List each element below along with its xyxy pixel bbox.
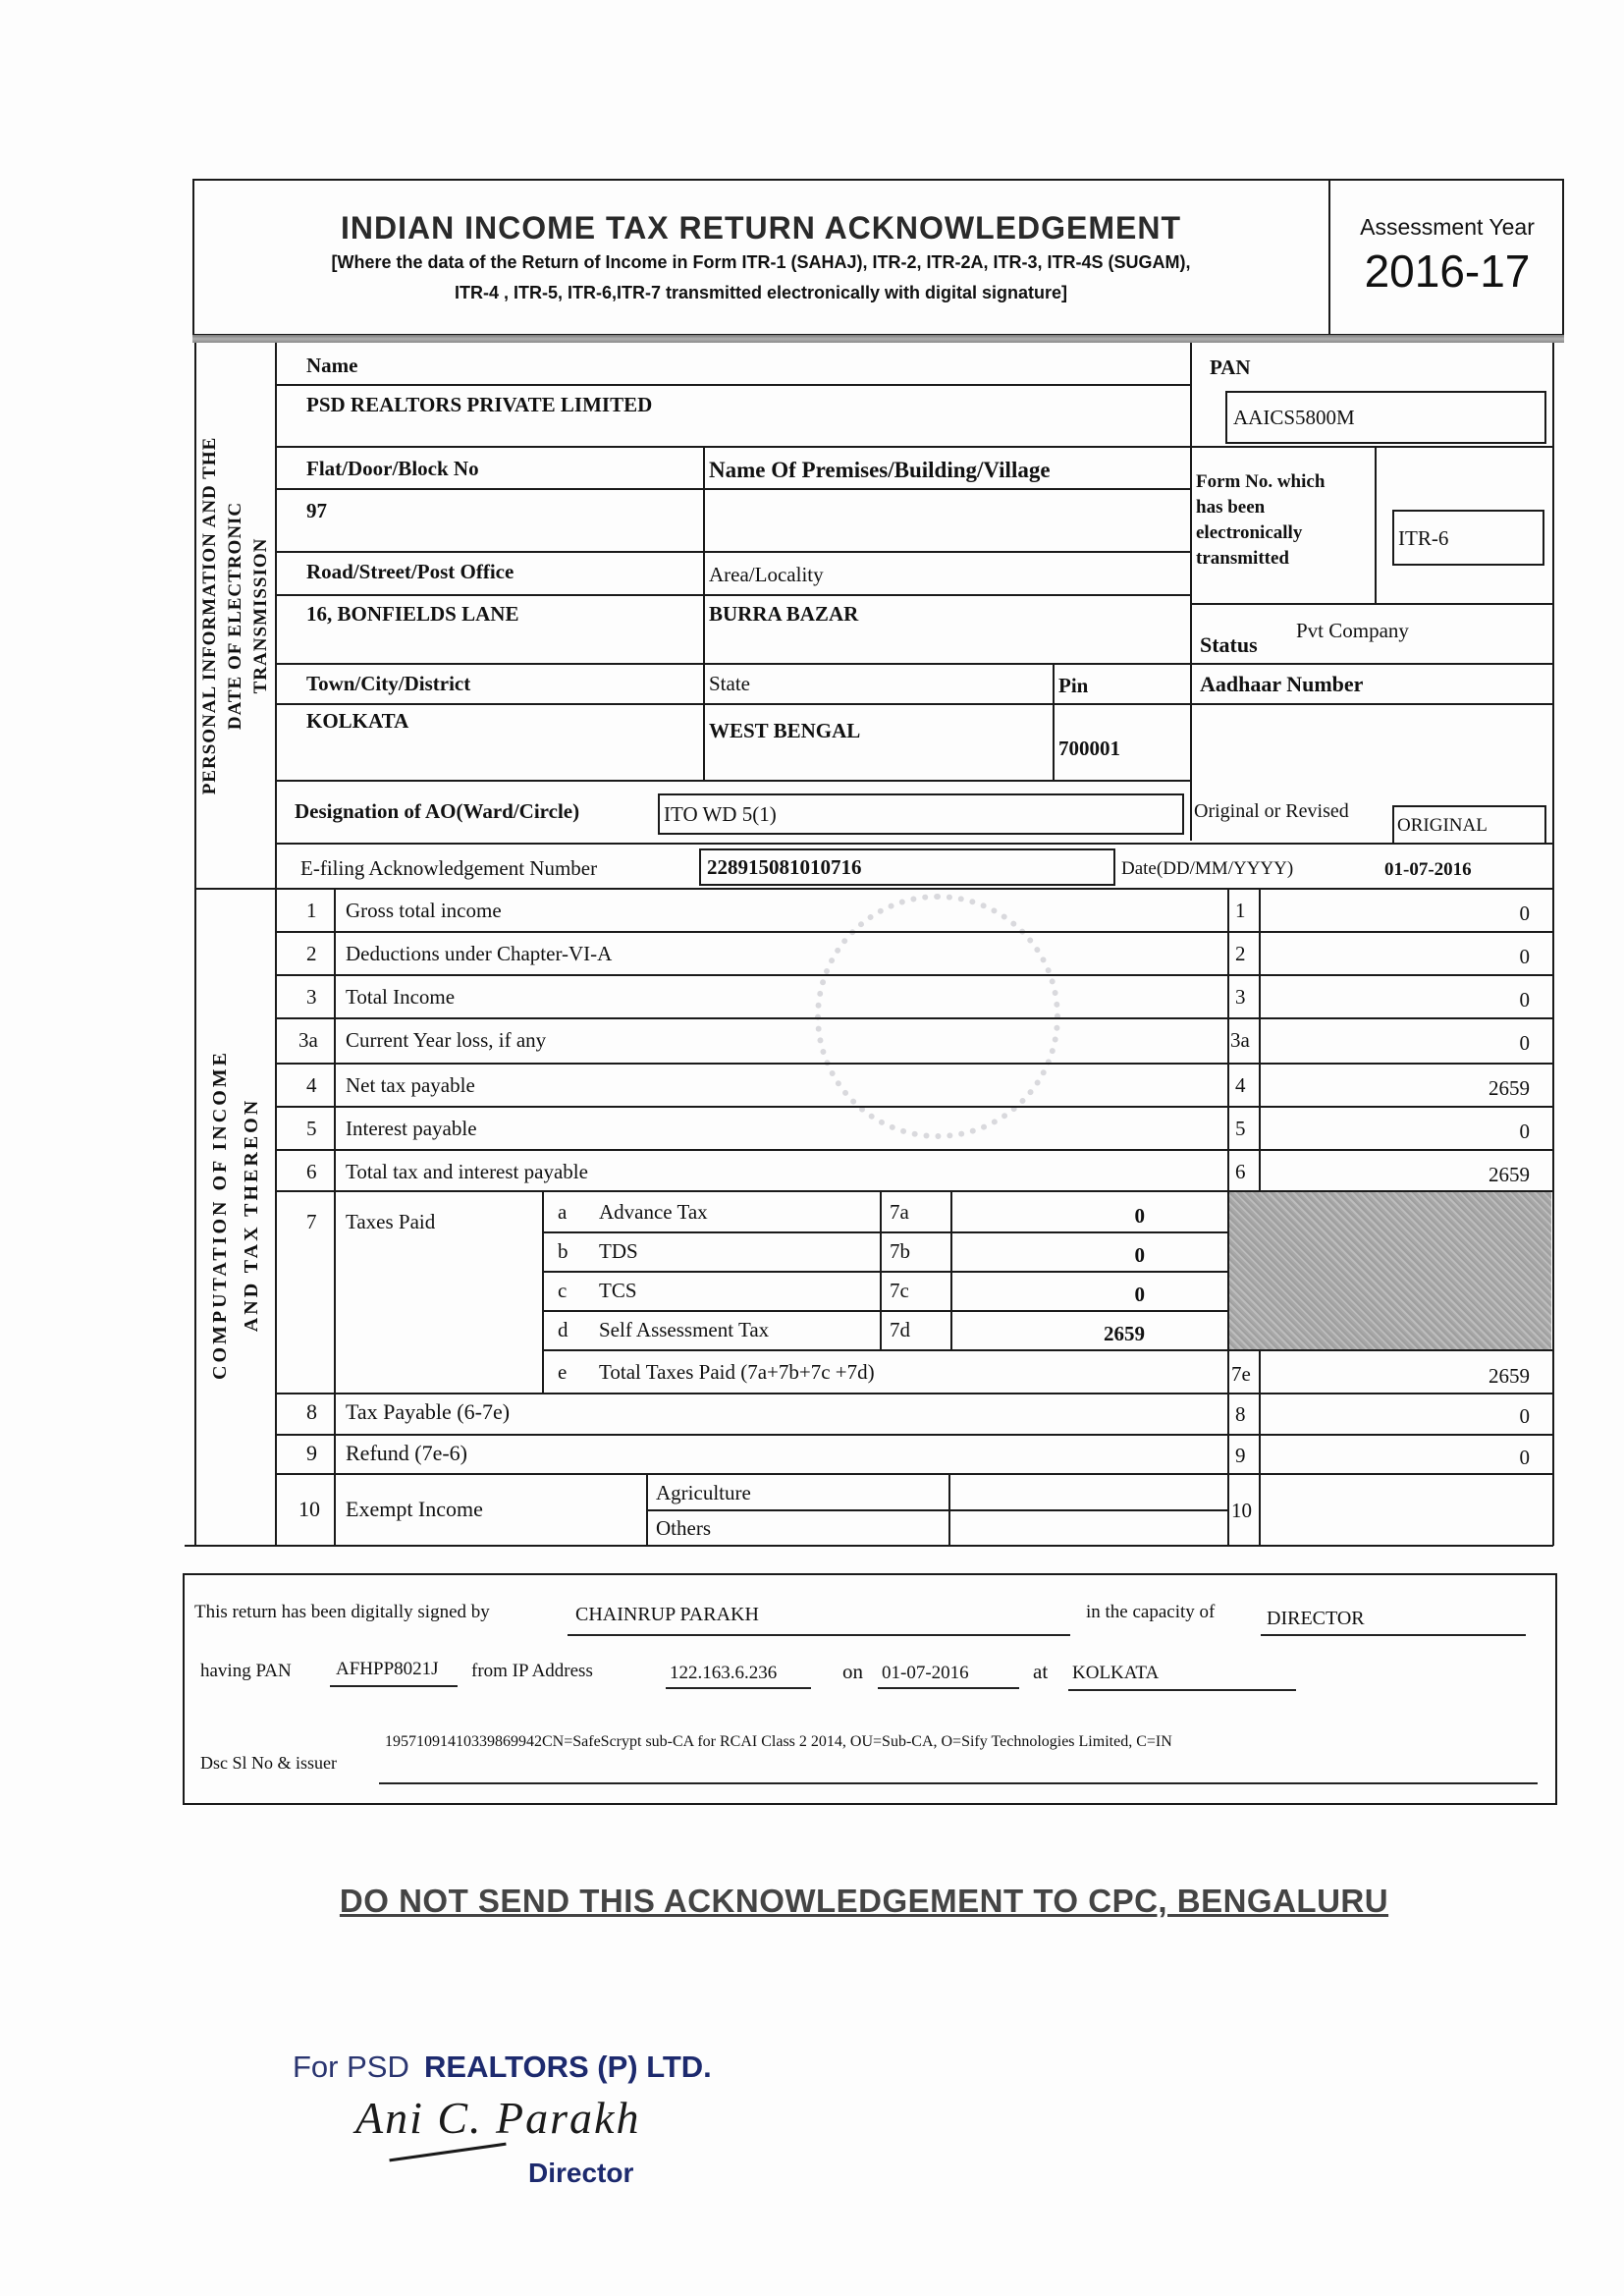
on-value: 01-07-2016 [882,1663,969,1683]
item-value: 0 [1134,1204,1145,1228]
signed-by-label: This return has been digitally signed by [194,1602,490,1622]
rule-v [1375,448,1377,603]
rule [185,1545,1553,1547]
name-label: Name [306,354,358,377]
signed-by-value: CHAINRUP PARAKH [575,1604,759,1625]
row9-no: 9 [306,1441,317,1465]
row-value: 0 [1519,1120,1530,1143]
row10-sub1: Agriculture [656,1481,751,1504]
row8-label: Tax Payable (6-7e) [346,1399,511,1424]
computation-section-label [204,969,267,1460]
row9-code: 9 [1235,1444,1246,1467]
at-value: KOLKATA [1072,1663,1160,1683]
premises-label: Name Of Premises/Building/Village [709,458,1051,482]
row-code: 3 [1235,985,1246,1009]
form-subtitle-line2: ITR-4 , ITR-5, ITR-6,ITR-7 transmitted electronically with digital signature] [454,283,1068,302]
ack-label: E-filing Acknowledgement Number [300,856,598,880]
status-value: Pvt Company [1296,619,1409,642]
row8-value: 0 [1519,1404,1530,1428]
row-label: Deductions under Chapter-VI-A [346,942,613,965]
state-value: WEST BENGAL [709,719,861,742]
row-label: Net tax payable [346,1073,475,1097]
item-label: Advance Tax [599,1200,708,1224]
pin-value: 700001 [1058,737,1120,760]
ip-label: from IP Address [471,1661,593,1681]
header-divider [1328,181,1330,336]
rule [277,446,1553,448]
underline [878,1687,1019,1689]
form-no-value: ITR-6 [1398,526,1449,550]
row-no: 3 [306,985,317,1009]
rule-v [1053,664,1055,782]
underline [1068,1689,1296,1691]
row10-label: Exempt Income [346,1497,483,1521]
item-value: 2659 [1104,1322,1145,1345]
row9-value: 0 [1519,1446,1530,1469]
date-value: 01-07-2016 [1384,859,1472,880]
having-pan-value: AFHPP8021J [336,1659,439,1679]
section-label-divider [275,343,277,1546]
outer-right-border [1552,343,1554,1546]
row-code: 6 [1235,1160,1246,1183]
date-label: Date(DD/MM/YYYY) [1121,858,1294,879]
rule-v [703,664,705,782]
total-taxes-value: 2659 [1489,1364,1530,1388]
rule-v [1190,603,1192,841]
rule [275,1393,1553,1394]
taxes-paid-no: 7 [306,1210,317,1233]
row-no: 5 [306,1117,317,1140]
rule [542,1310,1229,1312]
road-label: Road/Street/Post Office [306,560,514,583]
rule [277,663,1553,665]
pin-label: Pin [1058,674,1089,697]
rule [275,1434,1553,1436]
underline [568,1634,1070,1636]
capacity-value: DIRECTOR [1267,1608,1365,1629]
item-letter: d [558,1318,568,1341]
row-code: 5 [1235,1117,1246,1140]
shaded-area [1229,1192,1551,1349]
having-pan-label: having PAN [200,1661,292,1681]
row-value: 0 [1519,1031,1530,1055]
row-value: 2659 [1489,1076,1530,1100]
rule-v [542,1192,544,1393]
rule [277,488,1190,490]
row-label: Total Income [346,985,456,1009]
rule [1190,603,1553,605]
row-value: 0 [1519,988,1530,1011]
orig-rev-label: Original or Revised [1194,800,1349,822]
rule-v [703,446,705,664]
road-value: 16, BONFIELDS LANE [306,602,519,626]
row9-label: Refund (7e-6) [346,1441,468,1465]
rule [277,594,1190,596]
assessment-year-label: Assessment Year [1360,214,1535,240]
row-no: 6 [306,1160,317,1183]
row-value: 0 [1519,902,1530,925]
signature-underline [389,2143,506,2162]
row-code: 1 [1235,899,1246,922]
form-no-label-3: electronically [1196,522,1303,543]
rule [194,888,1553,890]
ip-value: 122.163.6.236 [670,1663,778,1683]
rule [542,1271,1229,1273]
on-label: on [842,1660,863,1683]
capacity-label: in the capacity of [1086,1602,1216,1622]
row-value: 2659 [1489,1163,1530,1186]
pan-label: PAN [1210,355,1251,379]
underline [379,1782,1538,1784]
form-no-label [1196,469,1325,572]
row-code: 2 [1235,942,1246,965]
taxes-paid-label: Taxes Paid [346,1210,436,1233]
row-code: 4 [1235,1073,1246,1097]
orig-rev-value: ORIGINAL [1397,815,1488,836]
dsc-label: Dsc Sl No & issuer [200,1753,337,1773]
form-no-label-2: has been [1196,497,1266,518]
area-value: BURRA BAZAR [709,602,859,626]
rule [277,551,1190,553]
assessment-year-value: 2016-17 [1364,246,1531,297]
item-label: Self Assessment Tax [599,1318,770,1341]
form-no-label-1: Form No. which [1196,471,1326,492]
rule [275,1149,1553,1151]
rule [542,1349,1553,1351]
total-taxes-letter: e [558,1360,568,1384]
item-letter: c [558,1279,568,1302]
flat-value: 97 [306,499,327,522]
total-taxes-code: 7e [1231,1362,1251,1386]
row8-no: 8 [306,1399,317,1424]
item-letter: b [558,1239,568,1263]
row-label: Interest payable [346,1117,477,1140]
header-band [192,335,1564,343]
do-not-send-notice: DO NOT SEND THIS ACKNOWLEDGEMENT TO CPC, BENGALURU [339,1883,1389,1919]
item-code: 7d [890,1318,910,1341]
area-label: Area/Locality [709,563,824,586]
rule [277,703,1553,705]
row10-code: 10 [1231,1499,1252,1522]
row-code: 3a [1230,1028,1250,1052]
rule [277,780,1190,782]
rule [275,1063,1553,1065]
town-value: KOLKATA [306,709,409,733]
ao-value: ITO WD 5(1) [664,802,777,826]
item-code: 7c [890,1279,909,1302]
name-value: PSD REALTORS PRIVATE LIMITED [306,393,653,416]
ao-label: Designation of AO(Ward/Circle) [295,799,580,823]
rule [542,1231,1229,1233]
rule [275,1106,1553,1108]
stamp-for: For PSD [293,2050,409,2084]
rule [646,1509,1229,1511]
computation-section-label-1: COMPUTATION OF INCOME [209,1050,231,1380]
row-no: 4 [306,1073,317,1097]
stamp-role: Director [528,2158,634,2188]
row10-no: 10 [298,1497,320,1521]
row-no: 2 [306,942,317,965]
pan-value: AAICS5800M [1233,406,1355,429]
underline [330,1685,458,1687]
underline [1261,1634,1526,1636]
row8-code: 8 [1235,1402,1246,1426]
outer-left-border [194,343,196,1546]
rule [275,974,1553,976]
rule-v [334,888,336,1546]
town-label: Town/City/District [306,672,471,695]
row-value: 0 [1519,945,1530,968]
rule [277,843,1553,845]
status-label: Status [1200,632,1258,657]
state-label: State [709,672,750,695]
item-label: TCS [599,1279,637,1302]
underline [666,1687,811,1689]
personal-section-label [197,351,274,881]
form-subtitle-line1: [Where the data of the Return of Income in Form ITR-1 (SAHAJ), ITR-2, ITR-2A, ITR-3, ITR-4S (SUGAM), [331,252,1191,272]
ack-value: 228915081010716 [707,855,862,879]
rule [275,1473,1553,1475]
rule [275,1017,1553,1019]
item-label: TDS [599,1239,638,1263]
rule [275,931,1553,933]
personal-section-label-2: DATE OF ELECTRONIC [225,501,245,731]
form-title: INDIAN INCOME TAX RETURN ACKNOWLEDGEMENT [341,210,1181,246]
item-code: 7b [890,1239,910,1263]
row-no: 1 [306,899,317,922]
row-label: Current Year loss, if any [346,1028,547,1052]
stamp-company: REALTORS (P) LTD. [424,2050,712,2084]
at-label: at [1033,1660,1049,1683]
flat-label: Flat/Door/Block No [306,457,479,480]
handwritten-signature: Ani C. Parakh [355,2093,641,2143]
form-no-label-4: transmitted [1196,548,1289,569]
aadhaar-label: Aadhaar Number [1200,672,1364,696]
rule [277,384,1190,386]
dsc-value: 19571091410339869942CN=SafeScrypt sub-CA for RCAI Class 2 2014, OU=Sub-CA, O=Sify Technologies Limited, C=IN [385,1733,1172,1750]
row-no: 3a [298,1028,318,1052]
row-label: Gross total income [346,899,502,922]
personal-section-label-1: PERSONAL INFORMATION AND THE [199,436,220,795]
row10-sub2: Others [656,1516,711,1540]
item-value: 0 [1134,1243,1145,1267]
computation-section-label-2: AND TAX THEREON [241,1097,262,1333]
total-taxes-label: Total Taxes Paid (7a+7b+7c +7d) [599,1360,875,1384]
item-value: 0 [1134,1283,1145,1306]
item-letter: a [558,1200,568,1224]
item-code: 7a [890,1200,909,1224]
row-label: Total tax and interest payable [346,1160,588,1183]
personal-section-label-3: TRANSMISSION [250,537,271,694]
